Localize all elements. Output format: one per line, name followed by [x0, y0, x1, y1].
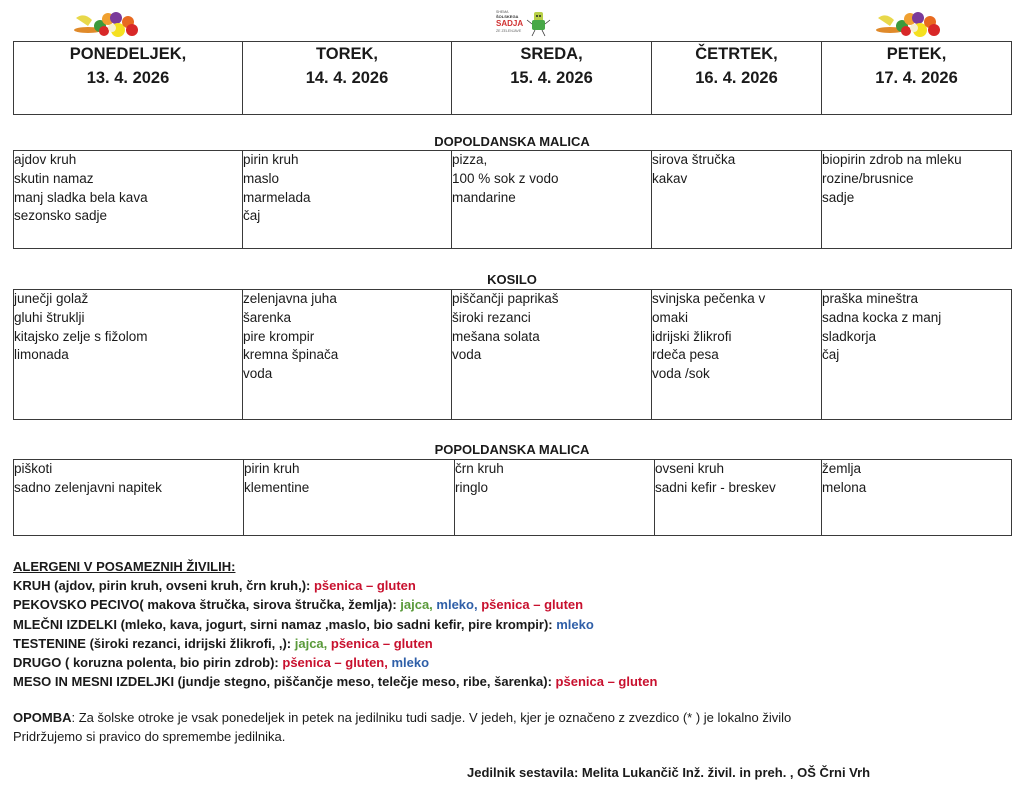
menu-item: pirin kruh	[243, 152, 299, 167]
day-name: ČETRTEK,	[695, 45, 778, 63]
menu-cell	[455, 460, 655, 536]
day-name: TOREK,	[315, 45, 379, 63]
allergen-line	[13, 576, 657, 595]
day-date: 16. 4. 2026	[695, 69, 778, 87]
menu-item: šarenka	[243, 309, 292, 325]
day-date: 15. 4. 2026	[510, 69, 593, 87]
menu-item: kakav	[652, 170, 688, 186]
allergen-tag: mleko	[556, 616, 594, 632]
menu-item: mandarine	[452, 189, 516, 205]
note-line-2: Pridržujemo si pravico do spremembe jedilnika.	[13, 729, 286, 744]
allergens-title: ALERGENI V POSAMEZNIH ŽIVILIH:	[13, 559, 236, 574]
menu-author-signature: Jedilnik sestavila: Melita Lukančič Inž. živil. in preh. , OŠ Črni Vrh	[467, 765, 871, 780]
menu-cell	[452, 290, 652, 420]
menu-item: voda	[243, 366, 273, 382]
allergen-tag: pšenica – gluten	[330, 635, 433, 651]
allergen-food-group: DRUGO ( koruzna polenta, bio pirin zdrob):	[13, 655, 283, 671]
menu-item: idrijski žlikrofi	[652, 328, 732, 344]
day-date: 14. 4. 2026	[305, 69, 389, 87]
menu-item: sadni kefir - breskev	[655, 479, 776, 495]
days-header-table	[13, 41, 1012, 115]
menu-item: praška mineštra	[822, 291, 919, 306]
menu-item: limonada	[14, 347, 69, 363]
menu-item: ringlo	[455, 479, 489, 495]
note-label: OPOMBA	[13, 710, 72, 725]
menu-item: pizza,	[452, 152, 488, 167]
allergen-lines	[13, 576, 657, 691]
day-date: 17. 4. 2026	[875, 69, 958, 87]
menu-item: melona	[822, 479, 867, 495]
menu-item: biopirin zdrob na mleku	[822, 152, 962, 167]
afternoon-snack-table	[13, 459, 1012, 536]
menu-item: pirin kruh	[244, 461, 300, 476]
allergen-line	[13, 672, 657, 691]
svg-text:SHEMA: SHEMA	[496, 10, 509, 14]
menu-item: sadna kocka z manj	[822, 309, 942, 325]
day-header-friday	[822, 42, 1012, 115]
menu-cell	[14, 460, 244, 536]
menu-item: sadje	[822, 189, 855, 205]
menu-cell	[652, 290, 822, 420]
menu-item: čaj	[243, 208, 261, 224]
menu-item: voda /sok	[652, 366, 710, 382]
menu-cell	[822, 290, 1012, 420]
menu-item: voda	[452, 347, 482, 363]
svg-text:ŠOLSKEGA: ŠOLSKEGA	[496, 14, 519, 19]
menu-cell	[243, 290, 452, 420]
allergen-food-group: MLEČNI IZDELKI (mleko, kava, jogurt, sirni namaz ,maslo, bio sadni kefir, pire krompir):	[13, 616, 557, 632]
allergen-tag: jajca,	[294, 635, 331, 651]
menu-cell	[243, 151, 452, 249]
menu-item: junečji golaž	[14, 291, 89, 306]
menu-item: marmelada	[243, 189, 311, 205]
menu-item: žemlja	[822, 461, 862, 476]
allergen-tag: pšenica – gluten	[481, 597, 584, 613]
allergen-line	[13, 615, 657, 634]
menu-item: črn kruh	[455, 461, 504, 476]
allergen-food-group: TESTENINE (široki rezanci, idrijski žlikrofi, ,):	[13, 635, 295, 651]
allergen-tag: pšenica – gluten	[555, 674, 658, 690]
allergen-food-group: KRUH (ajdov, pirin kruh, ovseni kruh, črn kruh,):	[13, 578, 314, 594]
school-fruit-scheme-logo	[494, 6, 552, 38]
menu-item: gluhi štruklji	[14, 309, 85, 325]
menu-item: rdeča pesa	[652, 347, 719, 363]
menu-item: sirova štručka	[652, 152, 736, 167]
day-name: PONEDELJEK,	[69, 45, 187, 63]
menu-cell	[452, 151, 652, 249]
menu-cell	[655, 460, 822, 536]
allergen-line	[13, 595, 657, 614]
menu-item: klementine	[244, 479, 310, 495]
menu-item: ajdov kruh	[14, 152, 77, 167]
note-block	[13, 708, 791, 746]
allergen-line	[13, 653, 657, 672]
menu-cell	[14, 290, 243, 420]
morning-snack-table	[13, 150, 1012, 249]
menu-item: ovseni kruh	[655, 461, 725, 476]
menu-item: sadno zelenjavni napitek	[14, 479, 162, 495]
menu-item: rozine/brusnice	[822, 170, 914, 186]
allergen-food-group: PEKOVSKO PECIVO( makova štručka, sirova štručka, žemlja):	[13, 597, 401, 613]
allergen-tag: pšenica – gluten,	[282, 655, 392, 671]
menu-item: svinjska pečenka v	[652, 291, 766, 306]
menu-item: 100 % sok z vodo	[452, 170, 559, 186]
menu-item: zelenjavna juha	[243, 291, 337, 306]
menu-item: čaj	[822, 347, 840, 363]
menu-item: kitajsko zelje s fižolom	[14, 328, 148, 344]
menu-cell	[652, 151, 822, 249]
allergen-food-group: MESO IN MESNI IZDELJKI (jundje stegno, piščančje meso, telečje meso, ribe, šarenka):	[13, 674, 556, 690]
note-text-1: : Za šolske otroke je vsak ponedeljek in petek na jedilniku tudi sadje. V jedeh, kjer je označeno z zvezdico (* ) je lokalno živilo	[71, 710, 792, 725]
menu-cell	[822, 151, 1012, 249]
menu-item: sladkorja	[822, 328, 877, 344]
allergen-tag: mleko,	[436, 597, 482, 613]
day-date: 13. 4. 2026	[86, 69, 170, 87]
day-name: PETEK,	[886, 45, 947, 63]
menu-item: piškoti	[14, 461, 53, 476]
allergen-tag: mleko	[391, 655, 430, 671]
lunch-table	[13, 289, 1012, 420]
allergen-tag: jajca,	[400, 597, 437, 613]
section-title-lunch: KOSILO	[487, 272, 537, 287]
menu-item: široki rezanci	[452, 309, 531, 325]
fruit-basket-logo-left	[70, 10, 150, 38]
menu-item: maslo	[243, 170, 280, 186]
svg-text:SADJA: SADJA	[496, 19, 524, 28]
day-header-wednesday	[452, 42, 652, 115]
note-line-1	[13, 708, 791, 727]
svg-text:ZE ZELENJAVE: ZE ZELENJAVE	[496, 29, 522, 33]
menu-item: pire krompir	[243, 328, 315, 344]
menu-item: manj sladka bela kava	[14, 189, 148, 205]
allergens-block	[13, 557, 657, 691]
menu-item: skutin namaz	[14, 170, 94, 186]
menu-cell	[14, 151, 243, 249]
menu-item: omaki	[652, 309, 689, 325]
menu-item: mešana solata	[452, 328, 540, 344]
fruit-basket-logo-right	[872, 10, 952, 38]
section-title-morning-snack: DOPOLDANSKA MALICA	[434, 134, 590, 149]
allergen-tag: pšenica – gluten	[313, 578, 416, 594]
menu-cell	[244, 460, 455, 536]
day-header-tuesday	[243, 42, 452, 115]
menu-item: kremna špinača	[243, 347, 339, 363]
day-header-monday	[14, 42, 243, 115]
day-name: SREDA,	[520, 45, 583, 63]
menu-cell	[822, 460, 1012, 536]
day-header-thursday	[652, 42, 822, 115]
allergen-line	[13, 634, 657, 653]
menu-item: piščančji paprikaš	[452, 291, 559, 306]
menu-item: sezonsko sadje	[14, 208, 108, 224]
section-title-afternoon-snack: POPOLDANSKA MALICA	[434, 442, 590, 457]
